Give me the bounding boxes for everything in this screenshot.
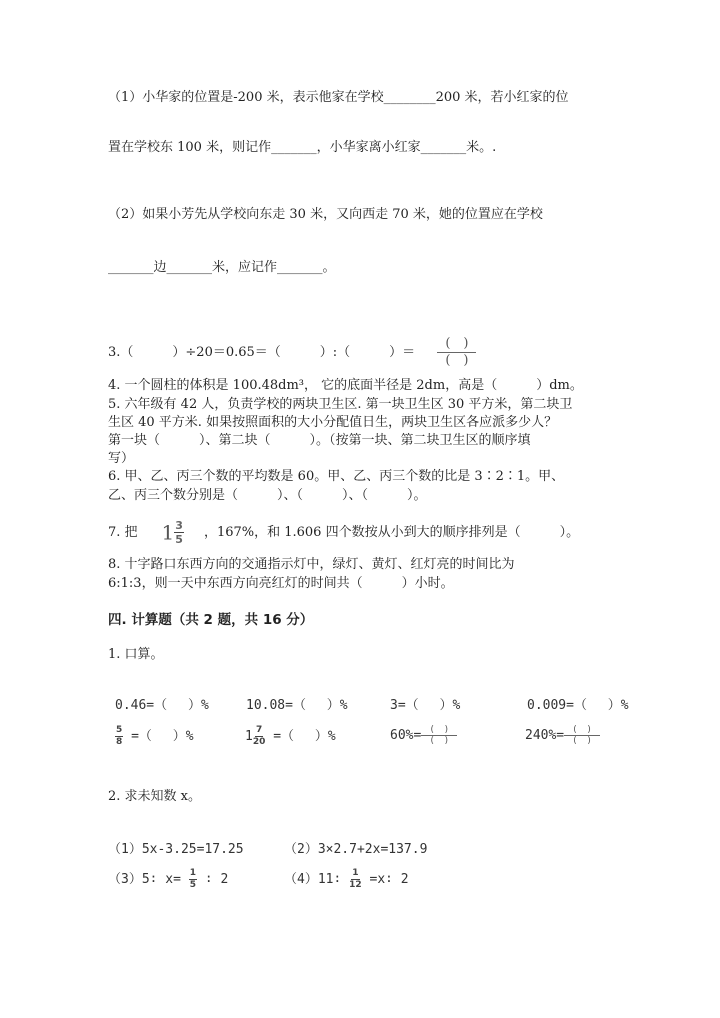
q3-frac-num: ( ) (437, 336, 476, 353)
q7-num: 3 (175, 519, 183, 532)
equation-3 (108, 868, 228, 890)
den: 5 (189, 880, 197, 890)
pre: （4）11∶ (284, 872, 342, 887)
oral-item-4: 0.009=（ ）% (527, 698, 629, 713)
rest: =（ ）% (131, 729, 194, 744)
question-8-line2: 6:1:3，则一天中东西方向亮红灯的时间共（ ）小时。 (108, 576, 454, 591)
q7-suffix: ，167%，和 1.606 四个数按从小到大的顺序排列是（ ）。 (203, 525, 580, 540)
question-5-line4: 写） (108, 451, 135, 466)
oral-title: 1. 口算。 (108, 647, 164, 662)
num: 7 (255, 725, 263, 735)
question-7 (108, 520, 579, 545)
den: ( ) (429, 736, 450, 746)
equation-1: （1）5x-3.25=17.25 (108, 842, 244, 857)
num: 1 (352, 868, 359, 878)
fraction-1-5 (189, 869, 197, 890)
q3-fraction (437, 336, 476, 369)
den: ( ) (572, 736, 592, 746)
fraction-5-8 (115, 726, 123, 747)
post: =x∶ 2 (369, 872, 409, 887)
oral-item-6 (245, 725, 336, 747)
q3-frac-den: ( ) (445, 353, 469, 368)
question-3 (108, 336, 476, 369)
pre: （3）5∶ x= (108, 872, 181, 887)
blank-fraction (564, 725, 600, 746)
blank-fraction (421, 725, 457, 746)
rest: =（ ）% (273, 729, 336, 744)
question-5-line3: 第一块（ ）、第二块（ ）。（按第一块、第二块卫生区的顺序填 (108, 433, 531, 448)
num: ( ) (564, 725, 600, 736)
equation-4 (284, 868, 409, 890)
fill-q2-line2: _______边_______米，应记作_______。 (108, 260, 336, 275)
question-5-line1: 5. 六年级有 42 人，负责学校的两块卫生区. 第一块卫生区 30 平方米，第二块卫 (108, 397, 573, 412)
den: 12 (349, 880, 362, 890)
question-6-line2: 乙、丙三个数分别是（ ）、（ ）、（ ）。 (108, 488, 427, 503)
question-8-line1: 8. 十字路口东西方向的交通指示灯中，绿灯、黄灯、红灯亮的时间比为 (108, 557, 515, 572)
q7-fraction (174, 520, 184, 545)
oral-item-1: 0.46=（ ）% (115, 698, 209, 713)
whole: 1 (245, 729, 253, 744)
q7-prefix: 7. 把 (108, 525, 138, 540)
oral-item-5 (115, 725, 194, 747)
fill-q1-line1: （1）小华家的位置是-200 米，表示他家在学校________200 米，若小红家的位 (108, 90, 569, 105)
oral-item-3: 3=（ ）% (390, 698, 461, 713)
num: ( ) (421, 725, 457, 736)
oral-item-8 (525, 725, 600, 746)
q7-den: 5 (175, 533, 183, 546)
section-heading: 四. 计算题（共 2 题，共 16 分） (108, 612, 314, 628)
fill-q2-line1: （2）如果小芳先从学校向东走 30 米，又向西走 70 米，她的位置应在学校 (108, 207, 543, 222)
den: 20 (252, 737, 266, 747)
oral-item-7 (390, 725, 457, 746)
den: 8 (116, 737, 123, 747)
num: 5 (116, 725, 123, 735)
prefix: 240%= (525, 728, 565, 743)
q7-whole: 1 (161, 520, 175, 545)
q3-text: 3.（ ）÷20＝0.65＝（ ）:（ ）＝ (108, 345, 416, 360)
prefix: 60%= (390, 728, 422, 743)
question-4: 4. 一个圆柱的体积是 100.48dm³， 它的底面半径是 2dm，高是（ ）dm。 (108, 378, 583, 393)
post: ∶ 2 (204, 872, 229, 887)
fraction-1-12 (349, 869, 362, 890)
question-6-line1: 6. 甲、乙、丙三个数的平均数是 60。甲、乙、丙三个数的比是 3∶2∶1。甲、 (108, 469, 565, 484)
fill-q1-line2: 置在学校东 100 米，则记作_______，小华家离小红家_______米。. (108, 140, 497, 155)
num: 1 (189, 868, 197, 878)
equation-2: （2）3×2.7+2x=137.9 (284, 842, 428, 857)
fraction-7-20 (253, 726, 266, 747)
oral-item-2: 10.08=（ ）% (246, 698, 348, 713)
solve-title: 2. 求未知数 x。 (108, 789, 201, 804)
question-5-line2: 生区 40 平方米. 如果按照面积的大小分配值日生，两块卫生区各应派多少人？ (108, 415, 558, 430)
